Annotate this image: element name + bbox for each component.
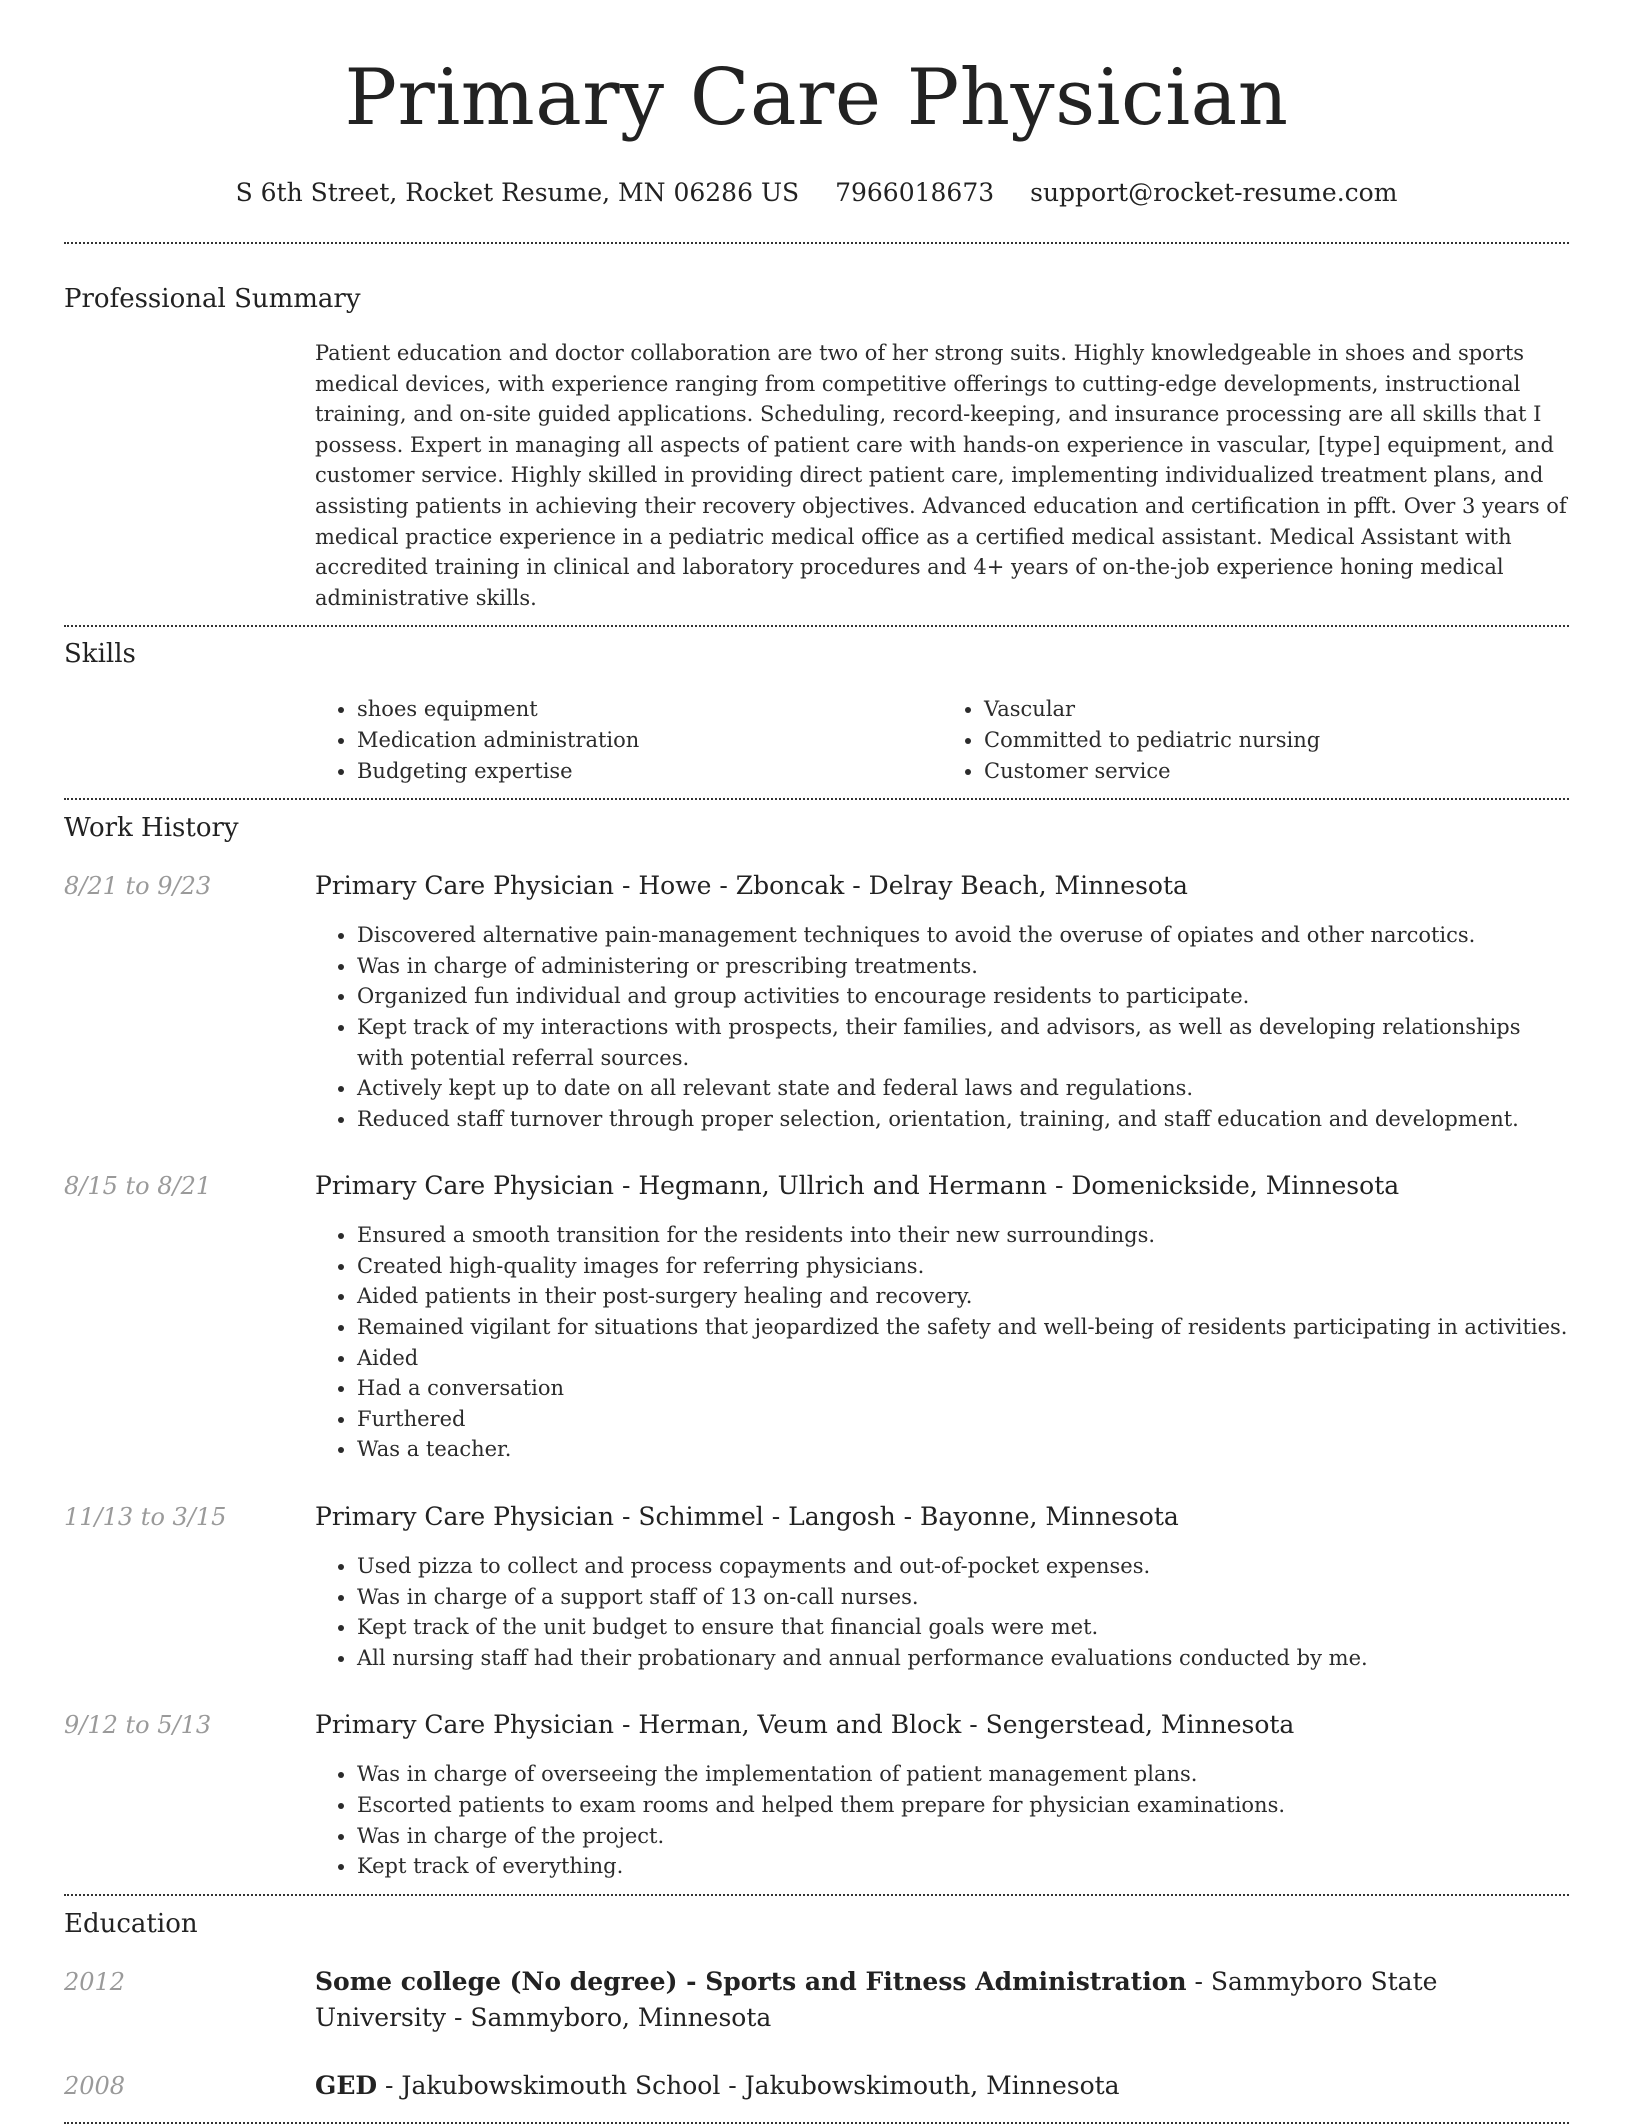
job-employer: - Herman, Veum and Block - Sengerstead, Minnesota — [614, 1710, 1295, 1740]
job-entry — [64, 1502, 1569, 1673]
job-heading — [315, 1710, 1569, 1740]
job-role: Primary Care Physician — [315, 1710, 614, 1740]
job-bullet: • Was in charge of administering or prescribing treatments. — [357, 951, 1569, 982]
job-bullet: • Kept track of my interactions with prospects, their families, and advisors, as well as developing relationships with potential referral sources. — [357, 1012, 1569, 1073]
job-bullet: • All nursing staff had their probationary and annual performance evaluations conducted by me. — [357, 1643, 1569, 1674]
job-heading — [315, 1171, 1569, 1201]
section-divider — [64, 798, 1569, 800]
education-details — [315, 1964, 1569, 2036]
job-bullets — [315, 1551, 1569, 1673]
work-history-section — [64, 813, 1569, 1882]
job-heading — [315, 871, 1569, 901]
job-employer: - Schimmel - Langosh - Bayonne, Minnesota — [614, 1502, 1179, 1532]
contact-line — [64, 178, 1569, 208]
education-year: 2008 — [64, 2071, 126, 2100]
contact-phone: 7966018673 — [835, 178, 995, 207]
job-bullet: • Discovered alternative pain-management techniques to avoid the overuse of opiates and other narcotics. — [357, 920, 1569, 951]
job-entry — [64, 1710, 1569, 1881]
education-details — [315, 2068, 1569, 2104]
job-bullets — [315, 1220, 1569, 1465]
skill-item: • Budgeting expertise — [357, 756, 942, 787]
education-year: 2012 — [64, 1967, 126, 1996]
contact-email: support@rocket-resume.com — [1030, 178, 1398, 207]
education-school: - Sammyboro State University - Sammyboro, Minnesota — [315, 1966, 1438, 2032]
resume-title: Primary Care Physician — [344, 53, 1289, 143]
skill-item: • Medication administration — [357, 725, 942, 756]
job-bullet: • Was in charge of a support staff of 13 on-call nurses. — [357, 1582, 1569, 1613]
job-details — [315, 1220, 1569, 1465]
job-role: Primary Care Physician — [315, 871, 614, 901]
job-heading — [315, 1502, 1569, 1532]
job-employer: - Howe - Zboncak - Delray Beach, Minnesota — [614, 871, 1188, 901]
education-degree: GED — [315, 2070, 378, 2100]
job-bullet: • Reduced staff turnover through proper selection, orientation, training, and staff education and development. — [357, 1104, 1569, 1135]
education-section — [64, 1909, 1569, 2104]
job-bullets — [315, 920, 1569, 1134]
skills-column-1 — [315, 694, 942, 786]
job-bullet: • Escorted patients to exam rooms and helped them prepare for physician examinations. — [357, 1790, 1569, 1821]
skill-item: • shoes equipment — [357, 694, 942, 725]
job-details — [315, 920, 1569, 1134]
job-bullet: • Furthered — [357, 1404, 1569, 1435]
education-heading: Education — [64, 1908, 198, 1939]
job-details — [315, 1551, 1569, 1673]
skill-item: • Customer service — [984, 756, 1569, 787]
job-bullet: • Used pizza to collect and process copayments and out-of-pocket expenses. — [357, 1551, 1569, 1582]
education-degree: Some college (No degree) - Sports and Fitness Administration — [315, 1966, 1187, 1996]
job-dates: 8/21 to 9/23 — [64, 872, 212, 901]
job-bullet: • Kept track of the unit budget to ensure that financial goals were met. — [357, 1612, 1569, 1643]
job-bullets — [315, 1759, 1569, 1881]
skill-item: • Committed to pediatric nursing — [984, 725, 1569, 756]
job-bullet: • Actively kept up to date on all relevant state and federal laws and regulations. — [357, 1073, 1569, 1104]
section-divider — [64, 625, 1569, 627]
education-school: - Jakubowskimouth School - Jakubowskimouth, Minnesota — [377, 2070, 1120, 2100]
skills-list — [315, 694, 1569, 786]
skill-item: • Vascular — [984, 694, 1569, 725]
work-history-heading: Work History — [64, 813, 239, 844]
summary-heading: Professional Summary — [64, 284, 361, 314]
education-entry — [64, 1964, 1569, 2036]
summary-section — [64, 284, 1569, 613]
job-employer: - Hegmann, Ullrich and Hermann - Domenickside, Minnesota — [614, 1171, 1400, 1201]
job-dates: 11/13 to 3/15 — [64, 1503, 227, 1532]
skills-column-2 — [942, 694, 1569, 786]
job-bullet: • Was in charge of overseeing the implementation of patient management plans. — [357, 1759, 1569, 1790]
job-bullet: • Kept track of everything. — [357, 1851, 1569, 1882]
section-divider — [64, 1894, 1569, 1896]
job-bullet: • Remained vigilant for situations that jeopardized the safety and well-being of residents participating in activities. — [357, 1312, 1569, 1343]
job-role: Primary Care Physician — [315, 1502, 614, 1532]
skills-heading: Skills — [64, 639, 136, 670]
job-bullet: • Created high-quality images for referring physicians. — [357, 1251, 1569, 1282]
job-role: Primary Care Physician — [315, 1171, 614, 1201]
job-entry — [64, 871, 1569, 1134]
job-entry — [64, 1171, 1569, 1465]
job-dates: 8/15 to 8/21 — [64, 1172, 212, 1201]
job-bullet: • Was in charge of the project. — [357, 1821, 1569, 1852]
skills-section — [64, 639, 1569, 786]
job-bullet: • Had a conversation — [357, 1373, 1569, 1404]
summary-text: Patient education and doctor collaboration are two of her strong suits. Highly knowledgeable in shoes and sports medical devices, with experience ranging from competitive offerings to cutting-edge developments, instructional training, and on-site guided applications. Scheduling, record-keeping, and insurance processing are all skills that I possess. Expert in managing all aspects of patient care with hands-on experience in vascular, [type] equipment, and customer service. Highly skilled in providing direct patient care, implementing individualized treatment plans, and assisting patients in achieving their recovery objectives. Advanced education and certification in pfft. Over 3 years of medical practice experience in a pediatric medical office as a certified medical assistant. Medical Assistant with accredited training in clinical and laboratory procedures and 4+ years of on-the-job experience honing medical administrative skills. — [315, 341, 1567, 610]
job-bullet: • Was a teacher. — [357, 1434, 1569, 1465]
job-bullet: • Ensured a smooth transition for the residents into their new surroundings. — [357, 1220, 1569, 1251]
education-entry — [64, 2068, 1569, 2104]
job-details — [315, 1759, 1569, 1881]
job-bullet: • Organized fun individual and group activities to encourage residents to participate. — [357, 981, 1569, 1012]
job-bullet: • Aided — [357, 1343, 1569, 1374]
job-dates: 9/12 to 5/13 — [64, 1711, 212, 1740]
job-bullet: • Aided patients in their post-surgery healing and recovery. — [357, 1281, 1569, 1312]
contact-address: S 6th Street, Rocket Resume, MN 06286 US — [235, 178, 800, 207]
section-divider — [64, 242, 1569, 244]
section-divider — [64, 2122, 1569, 2124]
